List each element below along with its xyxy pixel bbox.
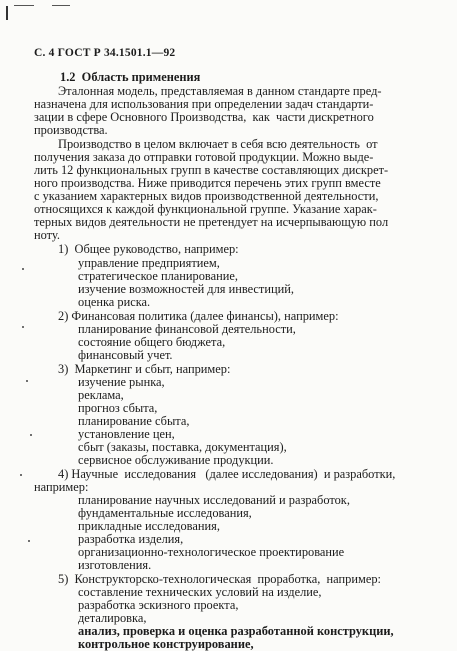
- list-item: планирование сбыта,: [78, 414, 190, 428]
- text-line: производства.: [34, 123, 108, 137]
- scan-rule: [52, 5, 70, 6]
- list-item: прикладные исследования,: [78, 519, 220, 533]
- list-item: прогноз сбыта,: [78, 401, 158, 415]
- text-line: зации в сфере Основного Производства, как части дискретного: [34, 110, 374, 124]
- list-item-heading: 5) Конструкторско-технологическая проработка, например:: [58, 572, 381, 586]
- scan-speck: [20, 474, 22, 476]
- list-item: разработка изделия,: [78, 532, 184, 546]
- scan-speck: [22, 326, 24, 328]
- list-item: управление предприятием,: [78, 256, 220, 270]
- list-item: стратегическое планирование,: [78, 269, 238, 283]
- list-item: установление цен,: [78, 427, 175, 441]
- text-line: ного производства. Ниже приводится перечень этих групп вместе: [34, 176, 381, 190]
- list-item: сервисное обслуживание продукции.: [78, 453, 274, 467]
- list-item-heading: например:: [34, 480, 89, 494]
- text-line: терных видов деятельности не претендует на исчерпывающую пол: [34, 215, 389, 229]
- list-item: планирование финансовой деятельности,: [78, 322, 296, 336]
- scan-rule: [14, 5, 34, 6]
- text-line: с указанием характерных видов производственной деятельности,: [34, 189, 379, 203]
- list-item-heading: 4) Научные исследования (далее исследования) и разработки,: [58, 467, 396, 481]
- list-item: анализ, проверка и оценка разработанной конструкции,: [78, 624, 394, 638]
- list-item: контрольное конструирование,: [78, 637, 254, 651]
- list-item: изучение возможностей для инвестиций,: [78, 282, 294, 296]
- list-item: реклама,: [78, 388, 124, 402]
- list-item: изготовления.: [78, 558, 152, 572]
- list-item: сбыт (заказы, поставка, документация),: [78, 440, 287, 454]
- scan-speck: [22, 268, 24, 270]
- list-item-heading: 2) Финансовая политика (далее финансы), например:: [58, 309, 339, 323]
- page-header: С. 4 ГОСТ Р 34.1501.1—92: [34, 47, 176, 59]
- scan-edge-mark: [6, 6, 8, 20]
- text-line: Производство в целом включает в себя всю деятельность от: [58, 137, 378, 151]
- text-line: лить 12 функциональных групп в качестве составляющих дискрет-: [34, 163, 389, 177]
- section-title: 1.2 Область применения: [60, 70, 201, 84]
- list-item: фундаментальные исследования,: [78, 506, 252, 520]
- scan-speck: [30, 434, 32, 436]
- list-item: оценка риска.: [78, 295, 151, 309]
- scan-speck: [26, 380, 28, 382]
- text-line: Эталонная модель, представляемая в данном стандарте пред-: [58, 84, 382, 98]
- scan-speck: [28, 540, 30, 542]
- list-item: состояние общего бюджета,: [78, 335, 226, 349]
- list-item: изучение рынка,: [78, 375, 165, 389]
- text-line: назначена для использования при определении задач стандарти-: [34, 97, 374, 111]
- text-line: относящихся к каждой функциональной группе. Указание харак-: [34, 202, 377, 216]
- text-line: получения заказа до отправки готовой продукции. Можно выде-: [34, 150, 374, 164]
- list-item: составление технических условий на изделие,: [78, 585, 322, 599]
- list-item: планирование научных исследований и разработок,: [78, 493, 350, 507]
- list-item: организационно-технологическое проектирование: [78, 545, 345, 559]
- list-item: деталировка,: [78, 611, 147, 625]
- list-item: финансовый учет.: [78, 348, 173, 362]
- list-item: разработка эскизного проекта,: [78, 598, 239, 612]
- list-item-heading: 3) Маркетинг и сбыт, например:: [58, 362, 231, 376]
- list-item-heading: 1) Общее руководство, например:: [58, 242, 239, 256]
- text-line: ноту.: [34, 228, 60, 242]
